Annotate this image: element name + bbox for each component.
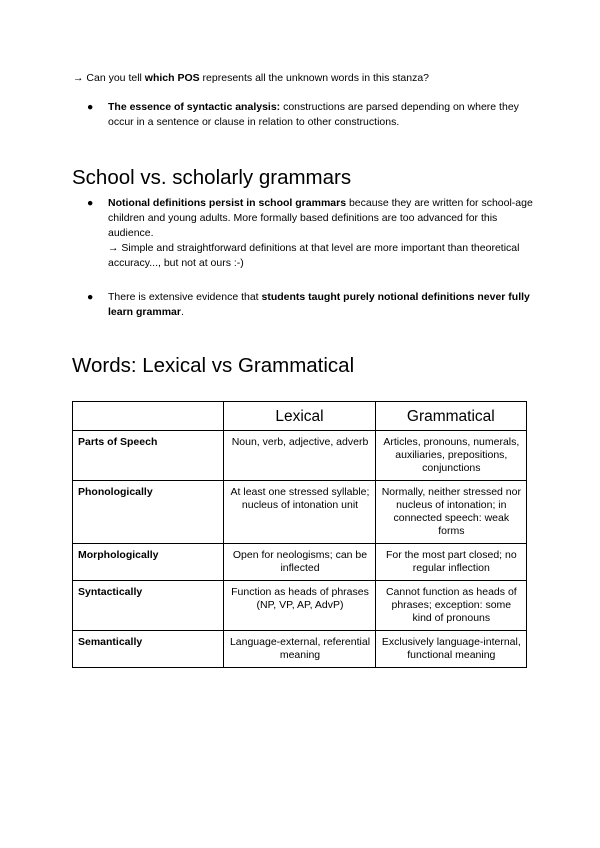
header-cell-grammatical: Grammatical — [375, 402, 526, 431]
grammatical-cell: Exclusively language-internal, functional meaning — [375, 631, 526, 668]
row-label: Syntactically — [73, 581, 224, 631]
lexical-cell: Open for neologisms; can be inflected — [224, 544, 375, 581]
table-row — [73, 431, 527, 481]
section-heading-lexical-grammatical: Words: Lexical vs Grammatical — [72, 354, 355, 377]
list-item: ● The essence of syntactic analysis: constructions are parsed depending on where they occur in a sentence or clause in relation to other constructions. — [87, 101, 519, 128]
row-label: Parts of Speech — [73, 431, 224, 481]
list-item: ● There is extensive evidence that students taught purely notional definitions never fully learn grammar. — [87, 291, 530, 318]
grammatical-cell: Normally, neither stressed nor nucleus of intonation; in connected speech: weak forms — [375, 481, 526, 544]
row-label: Phonologically — [73, 481, 224, 544]
bullet-icon: ● — [87, 291, 94, 303]
evidence-list — [73, 290, 533, 320]
row-label: Morphologically — [73, 544, 224, 581]
school-grammar-list — [73, 196, 533, 271]
table-row — [73, 544, 527, 581]
intro-question: → Can you tell which POS represents all the unknown words in this stanza? — [73, 72, 430, 84]
table-row — [73, 481, 527, 544]
bullet-icon: ● — [87, 197, 94, 209]
grammatical-cell: Articles, pronouns, numerals, auxiliaries, prepositions, conjunctions — [375, 431, 526, 481]
list-item-subnote: → Simple and straightforward definitions at that level are more important than theoretical accuracy..., but not at ours :-) — [108, 242, 520, 269]
header-cell-lexical: Lexical — [224, 402, 375, 431]
lexical-cell: At least one stressed syllable; nucleus of intonation unit — [224, 481, 375, 544]
table-row — [73, 631, 527, 668]
lexical-cell: Language-external, referential meaning — [224, 631, 375, 668]
header-cell-empty — [73, 402, 224, 431]
syntactic-analysis-list — [73, 100, 533, 130]
section-heading-school-grammars: School vs. scholarly grammars — [72, 166, 352, 189]
table-header-row — [73, 402, 527, 431]
bullet-icon: ● — [87, 101, 94, 113]
grammatical-cell: For the most part closed; no regular inflection — [375, 544, 526, 581]
list-item: ● Notional definitions persist in school grammars because they are written for school-age children and young adults. More formally based definitions are too advanced for this audience. → Simple and straightforward definitions at that level are more important than theoretical accuracy..., but not at ours :-) — [87, 197, 533, 269]
lexical-cell: Function as heads of phrases (NP, VP, AP, AdvP) — [224, 581, 375, 631]
table-row — [73, 581, 527, 631]
grammatical-cell: Cannot function as heads of phrases; exception: some kind of pronouns — [375, 581, 526, 631]
row-label: Semantically — [73, 631, 224, 668]
lexical-cell: Noun, verb, adjective, adverb — [224, 431, 375, 481]
lexical-grammatical-table — [72, 401, 527, 668]
